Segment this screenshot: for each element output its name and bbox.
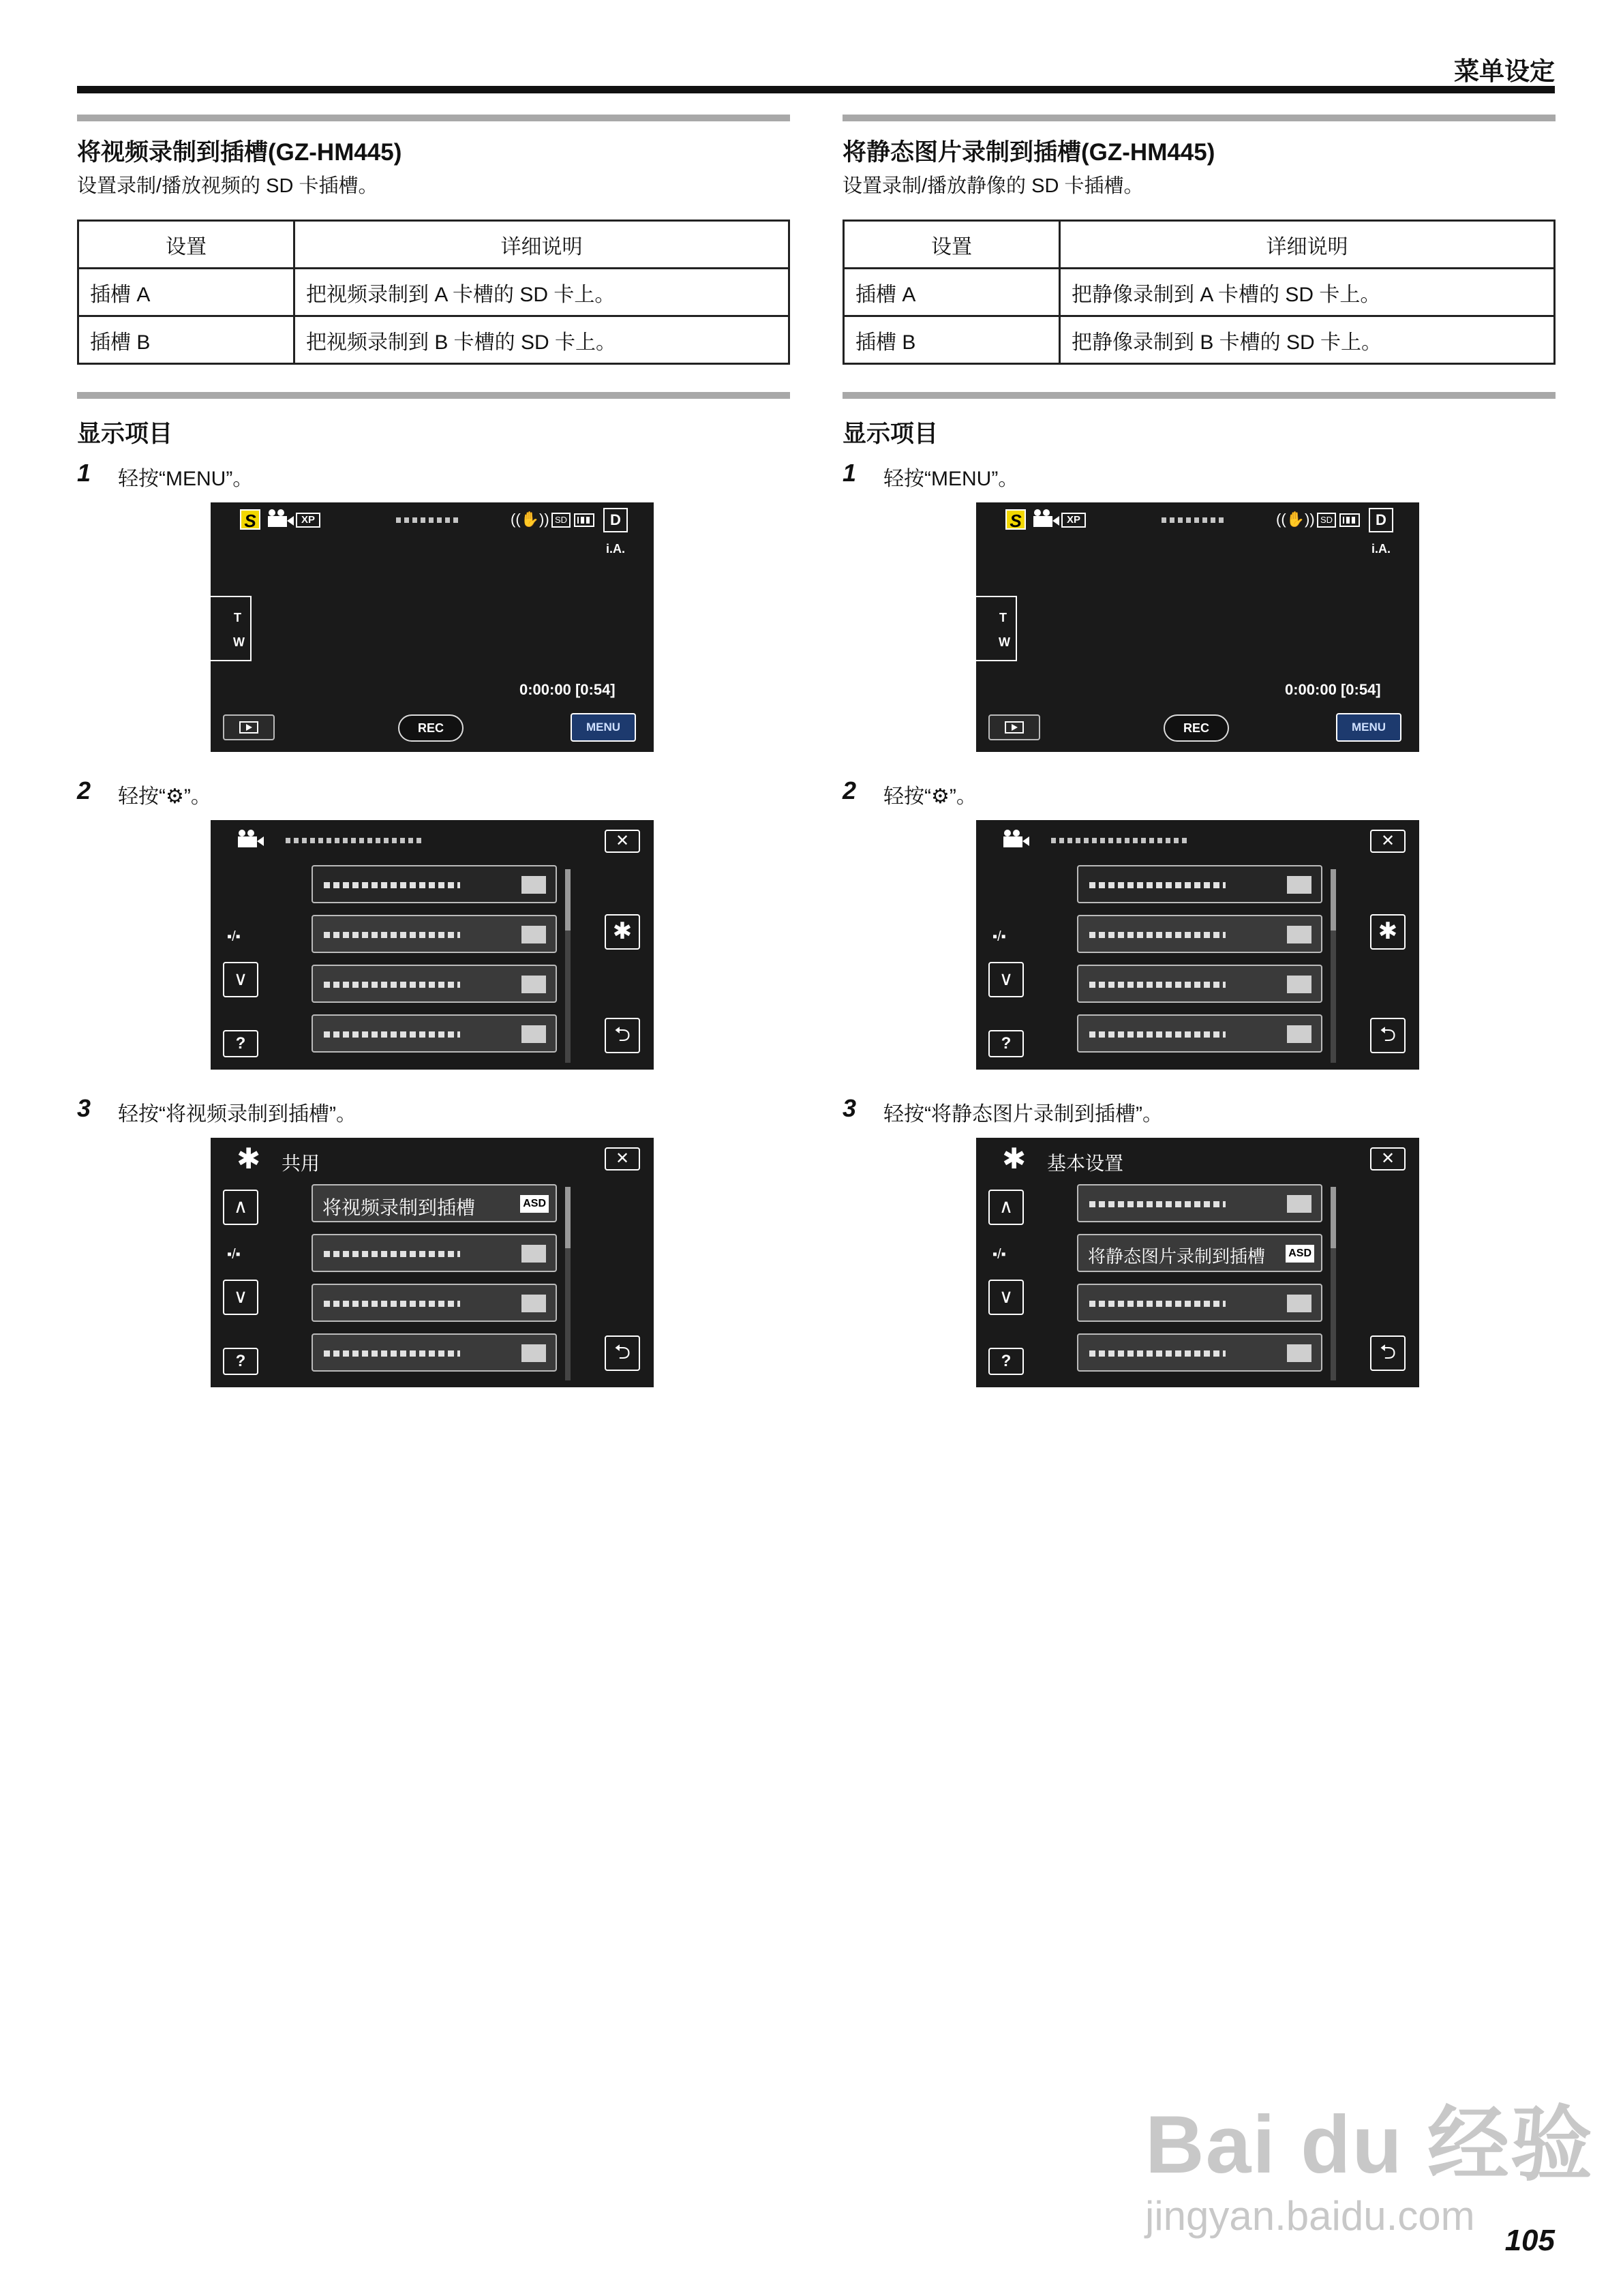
back-button[interactable]: ⮌ <box>1370 1335 1406 1371</box>
menu-header-title: 基本设置 <box>1047 1152 1124 1175</box>
video-menu-screen <box>211 820 654 1070</box>
menu-item[interactable] <box>1077 915 1322 953</box>
gear-icon: ✱ <box>237 1143 261 1175</box>
menu-button[interactable]: MENU <box>571 713 636 742</box>
recording-time: 0:00:00 [0:54] <box>1285 681 1381 698</box>
step-1 <box>77 459 790 490</box>
menu-item[interactable] <box>312 1284 557 1322</box>
help-button[interactable]: ? <box>223 1348 258 1375</box>
menu-item[interactable] <box>1077 965 1322 1003</box>
section-title: 将静态图片录制到插槽(GZ-HM445) <box>843 139 1215 166</box>
step-number: 1 <box>77 459 91 487</box>
table-cell: 把视频录制到 B 卡槽的 SD 卡上。 <box>294 316 789 364</box>
watermark-url: jingyan.baidu.com <box>1145 2193 1475 2239</box>
table-row <box>844 316 1555 364</box>
gear-icon: ✱ <box>1002 1143 1027 1175</box>
table-row <box>78 269 789 316</box>
step-text: 轻按“⚙”。 <box>118 785 211 808</box>
play-icon <box>239 721 258 734</box>
video-camera-icon <box>238 830 264 847</box>
table-cell: 把静像录制到 B 卡槽的 SD 卡上。 <box>1060 316 1555 364</box>
slot-badge: ASD <box>520 1195 549 1213</box>
blurred-menu-title <box>1051 838 1187 843</box>
menu-item-record-video-slot[interactable] <box>312 1184 557 1222</box>
close-button[interactable]: ✕ <box>605 830 640 853</box>
mode-s-icon: S <box>1005 509 1026 530</box>
menu-item[interactable] <box>1077 1333 1322 1372</box>
menu-item[interactable] <box>1077 865 1322 903</box>
camera-record-screen <box>976 502 1419 752</box>
section-bar <box>843 115 1556 121</box>
video-camera-icon <box>268 509 294 527</box>
step-number: 1 <box>843 459 857 487</box>
zoom-control[interactable] <box>211 596 252 661</box>
step-number: 2 <box>843 776 857 804</box>
step-text: 轻按“MENU”。 <box>883 468 1019 490</box>
video-menu-screen <box>976 820 1419 1070</box>
step-number: 2 <box>77 776 91 804</box>
menu-item[interactable] <box>312 1014 557 1053</box>
menu-item[interactable] <box>312 915 557 953</box>
scroll-down-button[interactable]: ∨ <box>223 962 258 997</box>
scrollbar[interactable] <box>1331 1187 1336 1380</box>
display-items-title: 显示项目 <box>77 421 173 447</box>
help-button[interactable]: ? <box>988 1348 1024 1375</box>
step-text: 轻按“将视频录制到插槽”。 <box>118 1103 357 1126</box>
display-button[interactable]: D <box>603 508 628 532</box>
blurred-status-text <box>396 517 461 523</box>
step-1 <box>843 459 1556 490</box>
menu-item-record-still-slot[interactable] <box>1077 1234 1322 1272</box>
right-column <box>843 115 1556 1387</box>
help-button[interactable]: ? <box>223 1030 258 1057</box>
table-row <box>78 316 789 364</box>
basic-settings-screen <box>976 1138 1419 1387</box>
table-cell: 把视频录制到 A 卡槽的 SD 卡上。 <box>294 269 789 316</box>
zoom-wide-label: W <box>233 635 245 649</box>
slot-badge: ASD <box>1286 1245 1314 1263</box>
scrollbar[interactable] <box>565 1187 571 1380</box>
recording-time: 0:00:00 [0:54] <box>519 681 616 698</box>
video-camera-icon <box>1033 509 1059 527</box>
mode-s-icon: S <box>240 509 260 530</box>
page-number: 105 <box>1504 2224 1555 2257</box>
blurred-status-text <box>1162 517 1227 523</box>
page-indicator: ▪/▪ <box>992 1247 1006 1262</box>
settings-table <box>843 220 1556 365</box>
menu-item[interactable] <box>1077 1014 1322 1053</box>
blurred-menu-title <box>286 838 422 843</box>
menu-item[interactable] <box>312 1333 557 1372</box>
step-2 <box>843 776 1556 808</box>
header-rule <box>77 86 1555 93</box>
menu-item[interactable] <box>1077 1284 1322 1322</box>
close-button[interactable]: ✕ <box>1370 1147 1406 1170</box>
page-indicator: ▪/▪ <box>227 1247 241 1262</box>
menu-item-label: 将静态图片录制到插槽 <box>1088 1247 1266 1267</box>
step-text: 轻按“⚙”。 <box>883 785 977 808</box>
camera-record-screen <box>211 502 654 752</box>
table-cell: 把静像录制到 A 卡槽的 SD 卡上。 <box>1060 269 1555 316</box>
rec-button[interactable]: REC <box>398 714 464 742</box>
rec-button[interactable]: REC <box>1164 714 1229 742</box>
zoom-tele-label: T <box>234 611 241 624</box>
page-indicator: ▪/▪ <box>992 929 1006 944</box>
scroll-down-button[interactable]: ∨ <box>223 1280 258 1315</box>
table-header: 详细说明 <box>1060 221 1555 269</box>
back-button[interactable]: ⮌ <box>605 1335 640 1371</box>
section-description: 设置录制/播放视频的 SD 卡插槽。 <box>77 175 378 197</box>
settings-gear-button[interactable]: ✱ <box>605 914 640 950</box>
display-items-title: 显示项目 <box>843 421 939 447</box>
step-3 <box>77 1094 790 1126</box>
table-cell: 插槽 A <box>78 269 294 316</box>
video-camera-icon <box>1003 830 1029 847</box>
scroll-down-button[interactable]: ∨ <box>988 1280 1024 1315</box>
scroll-down-button[interactable]: ∨ <box>988 962 1024 997</box>
step-2 <box>77 776 790 808</box>
playback-button[interactable] <box>988 714 1040 740</box>
display-button[interactable]: D <box>1369 508 1393 532</box>
stabilizer-icon: ((✋)) <box>511 511 549 528</box>
quality-badge: XP <box>296 513 320 528</box>
battery-icon <box>1339 513 1360 527</box>
menu-header-title: 共用 <box>282 1152 320 1175</box>
table-header: 设置 <box>844 221 1060 269</box>
playback-button[interactable] <box>223 714 275 740</box>
menu-item[interactable] <box>312 865 557 903</box>
table-header: 详细说明 <box>294 221 789 269</box>
baidu-watermark <box>1145 2079 1594 2239</box>
close-button[interactable]: ✕ <box>605 1147 640 1170</box>
zoom-tele-label: T <box>999 611 1007 624</box>
common-settings-screen <box>211 1138 654 1387</box>
table-cell: 插槽 B <box>844 316 1060 364</box>
step-text: 轻按“MENU”。 <box>118 468 254 490</box>
menu-item[interactable] <box>312 1234 557 1272</box>
section-bar <box>77 392 790 399</box>
back-button[interactable]: ⮌ <box>1370 1018 1406 1053</box>
step-number: 3 <box>77 1094 91 1122</box>
intelligent-auto-label: i.A. <box>1371 542 1391 556</box>
settings-table <box>77 220 790 365</box>
stabilizer-icon: ((✋)) <box>1276 511 1315 528</box>
scrollbar[interactable] <box>1331 869 1336 1063</box>
zoom-wide-label: W <box>999 635 1010 649</box>
menu-item[interactable] <box>1077 1184 1322 1222</box>
menu-button[interactable]: MENU <box>1336 713 1401 742</box>
settings-gear-button[interactable]: ✱ <box>1370 914 1406 950</box>
back-button[interactable]: ⮌ <box>605 1018 640 1053</box>
play-icon <box>1005 721 1024 734</box>
section-title: 将视频录制到插槽(GZ-HM445) <box>77 139 402 166</box>
close-button[interactable]: ✕ <box>1370 830 1406 853</box>
scrollbar[interactable] <box>565 869 571 1063</box>
help-button[interactable]: ? <box>988 1030 1024 1057</box>
scroll-up-button[interactable]: ∧ <box>988 1190 1024 1225</box>
page-indicator: ▪/▪ <box>227 929 241 944</box>
sd-card-badge: SD <box>1317 513 1336 528</box>
section-bar <box>843 392 1556 399</box>
battery-icon <box>574 513 594 527</box>
scroll-up-button[interactable]: ∧ <box>223 1190 258 1225</box>
section-description: 设置录制/播放静像的 SD 卡插槽。 <box>843 175 1144 197</box>
watermark-brand: Bai du 经验 <box>1145 2099 1594 2190</box>
table-row <box>844 269 1555 316</box>
table-cell: 插槽 A <box>844 269 1060 316</box>
step-3 <box>843 1094 1556 1126</box>
zoom-control[interactable] <box>976 596 1017 661</box>
quality-badge: XP <box>1061 513 1086 528</box>
table-cell: 插槽 B <box>78 316 294 364</box>
step-text: 轻按“将静态图片录制到插槽”。 <box>883 1103 1163 1126</box>
step-number: 3 <box>843 1094 857 1122</box>
table-header: 设置 <box>78 221 294 269</box>
section-bar <box>77 115 790 121</box>
left-column <box>77 115 790 1387</box>
menu-item-label: 将视频录制到插槽 <box>322 1196 476 1219</box>
page-header-title: 菜单设定 <box>1454 57 1555 85</box>
intelligent-auto-label: i.A. <box>606 542 626 556</box>
menu-item[interactable] <box>312 965 557 1003</box>
sd-card-badge: SD <box>551 513 571 528</box>
